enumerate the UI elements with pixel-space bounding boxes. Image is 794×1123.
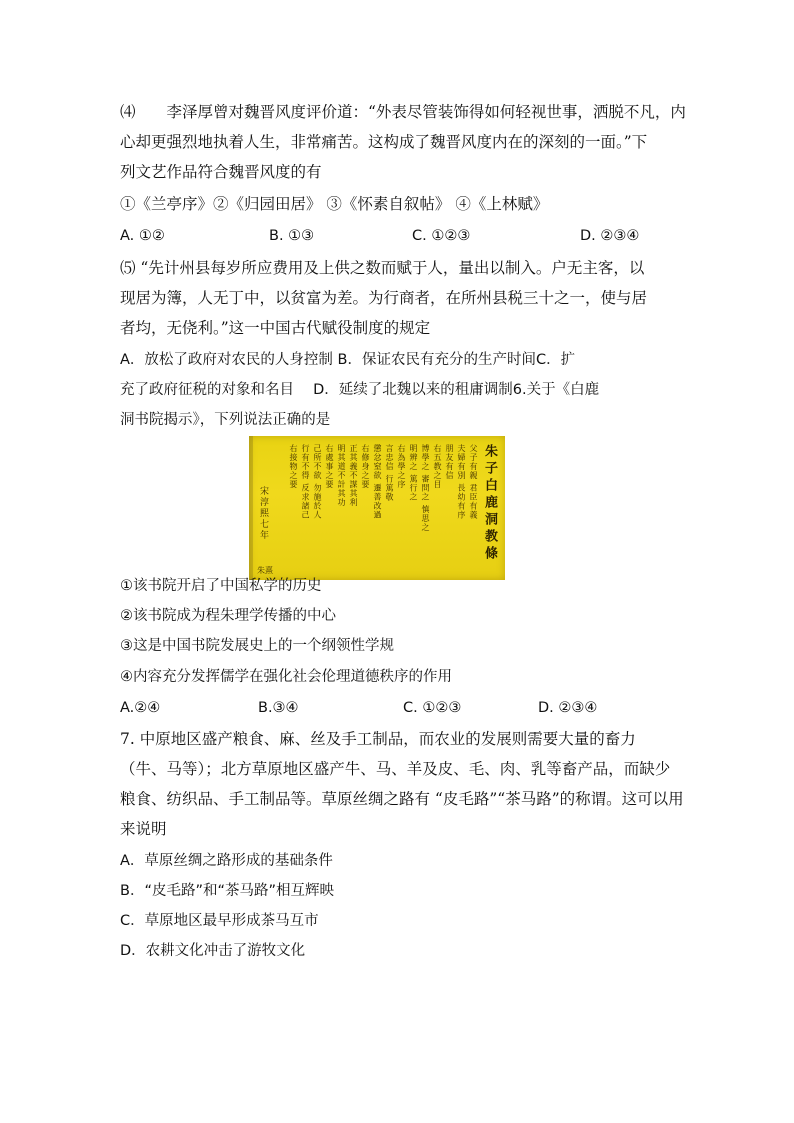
q4-option-a[interactable]: A. ①② [120, 228, 165, 244]
q5-stem-line-1: ⑸ “先计州县每岁所应费用及上供之数而赋于人，量出以制入。户无主客，以 [120, 259, 645, 277]
inscription-column: 右接物之要 [289, 444, 298, 489]
inscription-column: 右修身之要 [361, 444, 370, 489]
q4-option-b[interactable]: B. ①③ [269, 228, 315, 244]
inscription-column: 行有不得 反求諸己 [301, 444, 310, 520]
q7-option-c[interactable]: C．草原地区最早形成茶马互市 [120, 913, 319, 929]
q6-item-4: ④内容充分发挥儒学在强化社会伦理道德秩序的作用 [120, 669, 452, 685]
q4-stem-line-1: ⑷ 李泽厚曾对魏晋风度评价道：“外表尽管装饰得如何轻视世事，洒脱不凡，内 [120, 103, 686, 121]
q6-option-d[interactable]: D. ②③④ [538, 700, 598, 716]
scroll-edge [249, 436, 253, 580]
inscription-column: 言忠信 行篤敬 [385, 444, 394, 502]
q7-stem-line-2: （牛、马等）；北方草原地区盛产牛、马、羊及皮、毛、肉、乳等畜产品，而缺少 [120, 760, 671, 778]
q4-stem-line-2: 心却更强烈地执着人生，非常痛苦。这构成了魏晋风度内在的深刻的一面。”下 [120, 133, 648, 151]
inscription-text [255, 444, 479, 574]
q5-stem-line-3: 者均，无侥利。”这一中国古代赋役制度的规定 [120, 319, 431, 337]
q6-item-1: ①该书院开启了中国私学的历史 [120, 578, 322, 594]
q4-items: ①《兰亭序》②《归园田居》 ③《怀素自叙帖》 ④《上林赋》 [120, 195, 549, 213]
q6-option-a[interactable]: A.②④ [120, 700, 161, 716]
inscription-date: 宋淳熙七年 [258, 486, 268, 541]
q5-stem-line-2: 现居为簿，人无丁中，以贫富为差。为行商者，在所州县税三十之一，使与居 [120, 289, 648, 307]
inscription-column: 明辨之 篤行之 [409, 444, 418, 502]
q6-option-b[interactable]: B.③④ [258, 700, 299, 716]
q4-stem-line-3: 列文艺作品符合魏晋风度的有 [120, 163, 322, 181]
q6-item-2: ②该书院成为程朱理学传播的中心 [120, 608, 336, 624]
inscription-column: 明其道不計其功 [337, 444, 346, 507]
q7-option-b[interactable]: B．“皮毛路”和“茶马路”相互辉映 [120, 883, 334, 899]
q6-option-c[interactable]: C. ①②③ [403, 700, 462, 716]
q7-stem-line-4: 来说明 [120, 820, 167, 838]
inscription-column: 朋友有信 [445, 444, 454, 480]
inscription-column: 父子有親 君臣有義 [469, 444, 478, 520]
inscription-column: 右為學之序 [397, 444, 406, 489]
inscription-column: 博學之 審問之 慎思之 [421, 444, 430, 533]
q4-option-c[interactable]: C. ①②③ [412, 228, 471, 244]
inscription-column: 右五教之目 [433, 444, 442, 489]
inscription-column: 正其義不謀其利 [349, 444, 358, 507]
inscription-title: 朱子白鹿洞教條 [482, 444, 497, 563]
inscription-signature: 朱熹 [257, 566, 273, 575]
q4-option-d[interactable]: D. ②③④ [580, 228, 640, 244]
q6-stem: 洞书院揭示》，下列说法正确的是 [120, 412, 331, 428]
q7-stem-line-1: 7. 中原地区盛产粮食、麻、丝及手工制品，而农业的发展则需要大量的畜力 [120, 730, 636, 748]
q7-option-a[interactable]: A．草原丝绸之路形成的基础条件 [120, 853, 333, 869]
bailudong-inscription-image [249, 436, 505, 580]
inscription-column: 右處事之要 [325, 444, 334, 489]
q6-item-3: ③这是中国书院发展史上的一个纲领性学规 [120, 638, 394, 654]
inscription-column: 夫婦有別 長幼有序 [457, 444, 466, 520]
q5-options-line-1: A．放松了政府对农民的人身控制 B．保证农民有充分的生产时间C．扩 [120, 352, 576, 368]
inscription-column: 己所不欲 勿施於人 [313, 444, 322, 520]
q5-options-line-2: 充了政府征税的对象和名目 D．延续了北魏以来的租庸调制6.关于《白鹿 [120, 382, 600, 398]
q7-option-d[interactable]: D．农耕文化冲击了游牧文化 [120, 943, 306, 959]
q7-stem-line-3: 粮食、纺织品、手工制品等。草原丝绸之路有 “皮毛路”“茶马路”的称谓。这可以用 [120, 790, 684, 808]
inscription-column: 懲忿窒欲 遷善改過 [373, 444, 382, 520]
